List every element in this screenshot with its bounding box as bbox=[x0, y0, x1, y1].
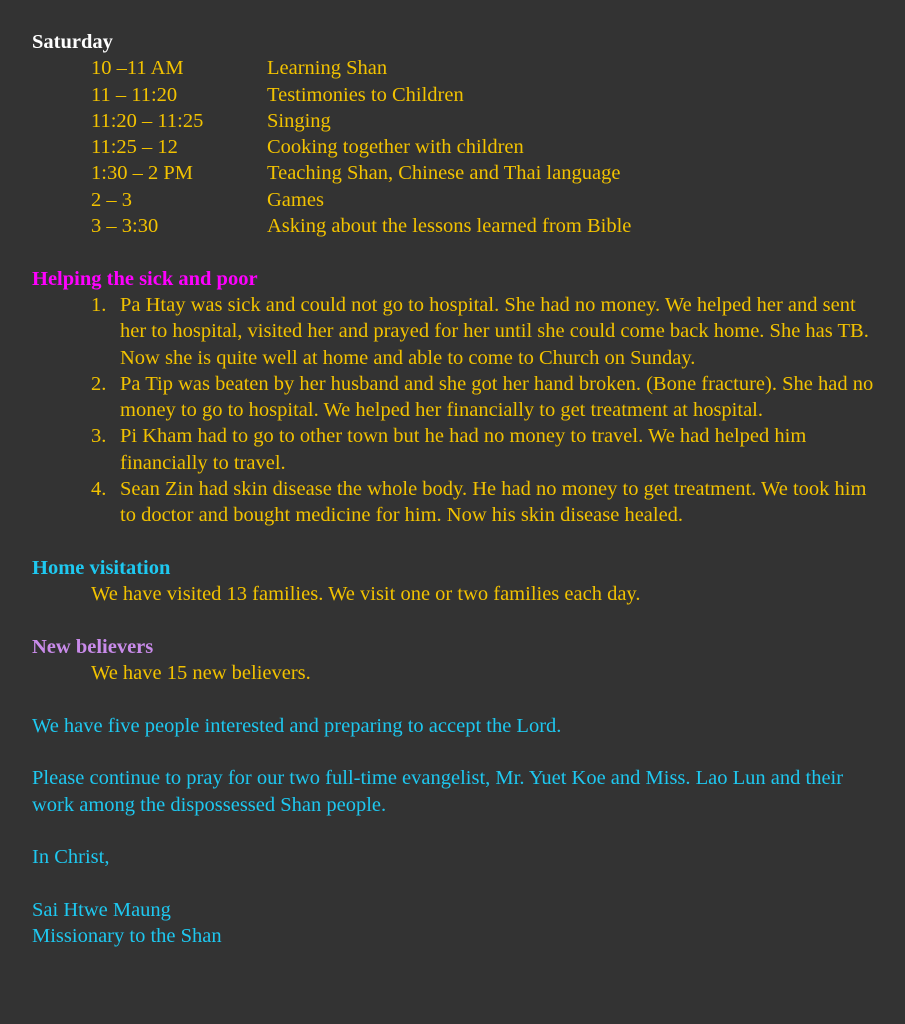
list-item bbox=[32, 371, 882, 424]
new-believers-text: We have 15 new believers. bbox=[91, 662, 311, 685]
schedule-activity: Cooking together with children bbox=[267, 136, 524, 159]
spacer bbox=[32, 529, 882, 555]
new-believers-heading: New believers bbox=[32, 635, 154, 658]
item-number: 2. bbox=[91, 372, 107, 395]
schedule-time: 11:25 – 12 bbox=[91, 136, 178, 159]
item-number: 1. bbox=[91, 293, 107, 316]
schedule-activity: Asking about the lessons learned from Bible bbox=[267, 215, 632, 238]
item-text: Pi Kham had to go to other town but he had no money to travel. We had helped him financially to travel. bbox=[120, 425, 807, 474]
item-text: Pa Tip was beaten by her husband and she got her hand broken. (Bone fracture). She had no money to go to hospital. We helped her financially to get treatment at hospital. bbox=[120, 372, 874, 422]
schedule-row bbox=[32, 160, 882, 186]
item-text: Pa Htay was sick and could not go to hospital. She had no money. We helped her and sent her to hospital, visited her and prayed for her until she could come back home. She has TB. Now she is quite well at home and able to come to Church on Sunday. bbox=[120, 293, 869, 369]
spacer bbox=[32, 686, 882, 712]
schedule-activity: Testimonies to Children bbox=[267, 83, 464, 106]
schedule-row bbox=[32, 213, 882, 239]
document-page bbox=[32, 29, 882, 949]
signature-name: Sai Htwe Maung bbox=[32, 898, 171, 921]
item-text: Sean Zin had skin disease the whole body. He had no money to get treatment. We took him to doctor and bought medicine for him. Now his skin disease healed. bbox=[120, 478, 867, 527]
schedule-row bbox=[32, 55, 882, 81]
saturday-heading: Saturday bbox=[32, 31, 113, 53]
list-item bbox=[32, 476, 882, 529]
schedule-time: 2 – 3 bbox=[91, 188, 132, 211]
spacer bbox=[32, 239, 882, 265]
prayer-request: Please continue to pray for our two full-time evangelist, Mr. Yuet Koe and Miss. Lao Lun and their work among the dispossessed Shan people. bbox=[32, 767, 844, 816]
item-number: 3. bbox=[91, 425, 107, 448]
schedule-row bbox=[32, 108, 882, 134]
helping-heading: Helping the sick and poor bbox=[32, 267, 258, 290]
closing-line: In Christ, bbox=[32, 846, 110, 869]
interested-text: We have five people interested and preparing to accept the Lord. bbox=[32, 714, 562, 737]
item-number: 4. bbox=[91, 478, 107, 501]
schedule-time: 10 –11 AM bbox=[91, 57, 184, 80]
spacer bbox=[32, 739, 882, 765]
schedule-activity: Games bbox=[267, 188, 324, 211]
list-item bbox=[32, 423, 882, 476]
schedule-time: 11:20 – 11:25 bbox=[91, 109, 204, 132]
signature-title: Missionary to the Shan bbox=[32, 925, 222, 948]
schedule-row bbox=[32, 82, 882, 108]
schedule-time: 11 – 11:20 bbox=[91, 83, 178, 106]
list-item bbox=[32, 292, 882, 371]
schedule-time: 1:30 – 2 PM bbox=[91, 162, 193, 185]
spacer bbox=[32, 818, 882, 844]
home-visitation-text: We have visited 13 families. We visit one or two families each day. bbox=[91, 583, 641, 606]
spacer bbox=[32, 608, 882, 634]
schedule-activity: Learning Shan bbox=[267, 57, 388, 80]
home-visitation-heading: Home visitation bbox=[32, 556, 171, 579]
schedule-row bbox=[32, 134, 882, 160]
saturday-schedule bbox=[32, 55, 882, 239]
schedule-row bbox=[32, 187, 882, 213]
spacer bbox=[32, 871, 882, 897]
helping-list bbox=[32, 292, 882, 529]
schedule-time: 3 – 3:30 bbox=[91, 215, 159, 238]
schedule-activity: Singing bbox=[267, 109, 331, 132]
schedule-activity: Teaching Shan, Chinese and Thai language bbox=[267, 162, 621, 185]
